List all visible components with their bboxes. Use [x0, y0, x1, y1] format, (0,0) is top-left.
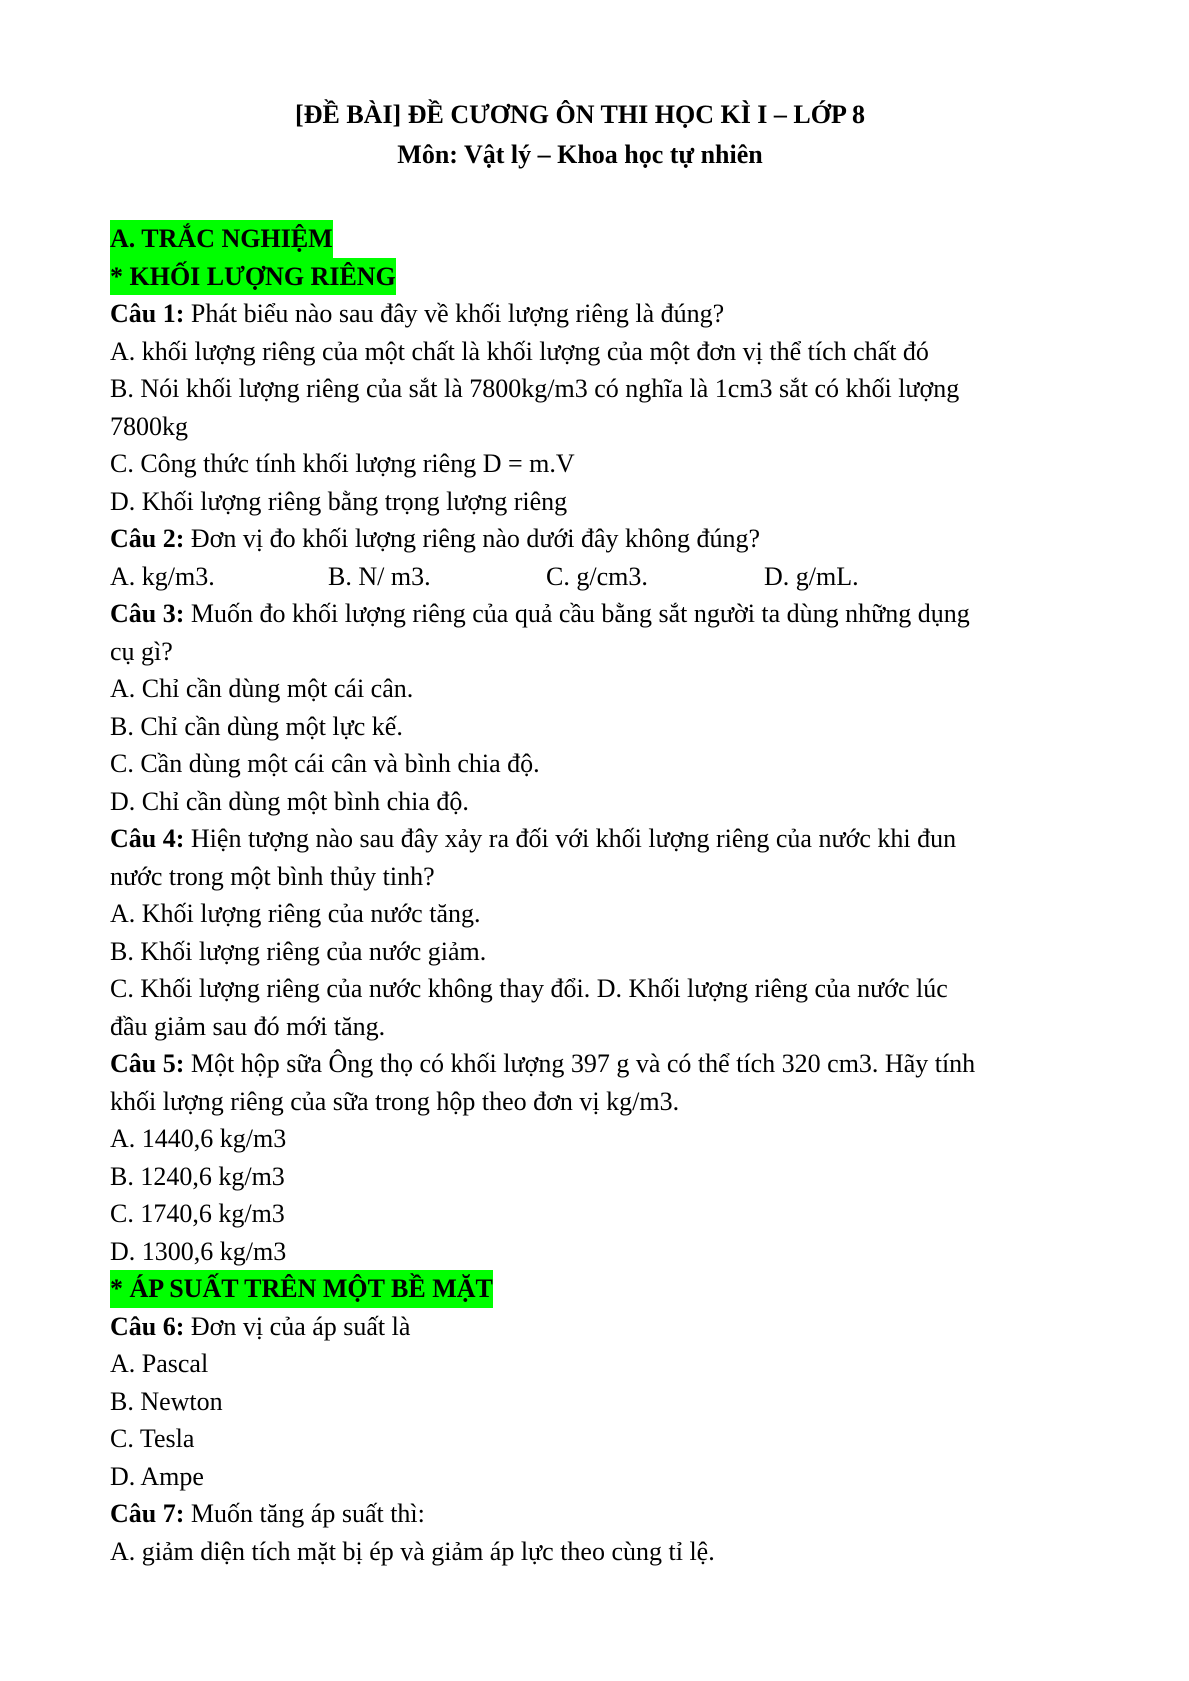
q3-option-d: D. Chỉ cần dùng một bình chia độ.	[110, 786, 469, 816]
q1-option-c: C. Công thức tính khối lượng riêng D = m.V	[110, 449, 575, 478]
question-label: Câu 4:	[110, 824, 185, 853]
document-page	[110, 95, 1070, 1570]
question-6	[110, 1308, 1070, 1346]
q5-option-b: B. 1240,6 kg/m3	[110, 1161, 285, 1191]
question-text: Đơn vị của áp suất là	[184, 1311, 411, 1341]
q2-option-b: B. N/ m3.	[328, 561, 431, 591]
question-label: Câu 5:	[110, 1049, 185, 1078]
question-text: Một hộp sữa Ông thọ có khối lượng 397 g và có thể tích 320 cm3. Hãy tính	[184, 1049, 976, 1078]
question-4	[110, 820, 1070, 858]
q6-option-b: B. Newton	[110, 1386, 223, 1416]
q4-option-a: A. Khối lượng riêng của nước tăng.	[110, 899, 481, 928]
q6-option-a: A. Pascal	[110, 1349, 209, 1378]
q5-option-d: D. 1300,6 kg/m3	[110, 1236, 287, 1266]
q2-option-c: C. g/cm3.	[546, 561, 648, 591]
q1-option-d: D. Khối lượng riêng bằng trọng lượng riêng	[110, 486, 568, 516]
question-text: Đơn vị đo khối lượng riêng nào dưới đây không đúng?	[184, 524, 761, 553]
q4-option-cd-line1: C. Khối lượng riêng của nước không thay đổi. D. Khối lượng riêng của nước lúc	[110, 974, 948, 1003]
document-subtitle: Môn: Vật lý – Khoa học tự nhiên	[397, 140, 763, 169]
q3-option-c: C. Cần dùng một cái cân và bình chia độ.	[110, 749, 540, 778]
question-label: Câu 2:	[110, 524, 185, 553]
question-1	[110, 295, 1070, 333]
question-5	[110, 1045, 1070, 1083]
question-text: Muốn đo khối lượng riêng của quả cầu bằng sắt người ta dùng những dụng	[184, 599, 970, 628]
q1-option-b-line1: B. Nói khối lượng riêng của sắt là 7800kg/m3 có nghĩa là 1cm3 sắt có khối lượng	[110, 374, 960, 403]
subsection-heading-pressure: * ÁP SUẤT TRÊN MỘT BỀ MẶT	[110, 1270, 493, 1308]
q2-options-row	[110, 558, 1070, 596]
q1-option-a: A. khối lượng riêng của một chất là khối lượng của một đơn vị thể tích chất đó	[110, 336, 929, 366]
question-text: Phát biểu nào sau đây về khối lượng riêng là đúng?	[184, 299, 725, 328]
header	[110, 95, 1050, 175]
document-content	[110, 220, 1070, 1570]
q2-option-a: A. kg/m3.	[110, 561, 215, 591]
question-label: Câu 1:	[110, 299, 185, 328]
question-3-cont: cụ gì?	[110, 636, 173, 666]
question-label: Câu 7:	[110, 1499, 185, 1528]
question-5-cont: khối lượng riêng của sữa trong hộp theo đơn vị kg/m3.	[110, 1086, 680, 1116]
q2-option-d: D. g/mL.	[764, 561, 859, 591]
question-label: Câu 6:	[110, 1311, 185, 1341]
q4-option-b: B. Khối lượng riêng của nước giảm.	[110, 936, 487, 966]
subsection-heading-density: * KHỐI LƯỢNG RIÊNG	[110, 258, 396, 296]
q5-option-a: A. 1440,6 kg/m3	[110, 1124, 287, 1153]
q1-option-b-line2: 7800kg	[110, 411, 188, 441]
document-title: [ĐỀ BÀI] ĐỀ CƯƠNG ÔN THI HỌC KÌ I – LỚP 8	[295, 100, 865, 129]
question-label: Câu 3:	[110, 599, 185, 628]
q6-option-d: D. Ampe	[110, 1461, 204, 1491]
section-heading-a: A. TRẮC NGHIỆM	[110, 220, 333, 258]
question-4-cont: nước trong một bình thủy tinh?	[110, 861, 435, 891]
q3-option-a: A. Chỉ cần dùng một cái cân.	[110, 674, 414, 703]
question-2	[110, 520, 1070, 558]
q5-option-c: C. 1740,6 kg/m3	[110, 1199, 285, 1228]
q3-option-b: B. Chỉ cần dùng một lực kế.	[110, 711, 403, 741]
q4-option-cd-line2: đầu giảm sau đó mới tăng.	[110, 1011, 386, 1041]
q7-option-a: A. giảm diện tích mặt bị ép và giảm áp lực theo cùng tỉ lệ.	[110, 1536, 715, 1566]
question-text: Muốn tăng áp suất thì:	[184, 1499, 425, 1528]
question-text: Hiện tượng nào sau đây xảy ra đối với khối lượng riêng của nước khi đun	[184, 824, 957, 853]
question-7	[110, 1495, 1070, 1533]
q6-option-c: C. Tesla	[110, 1424, 195, 1453]
question-3	[110, 595, 1070, 633]
